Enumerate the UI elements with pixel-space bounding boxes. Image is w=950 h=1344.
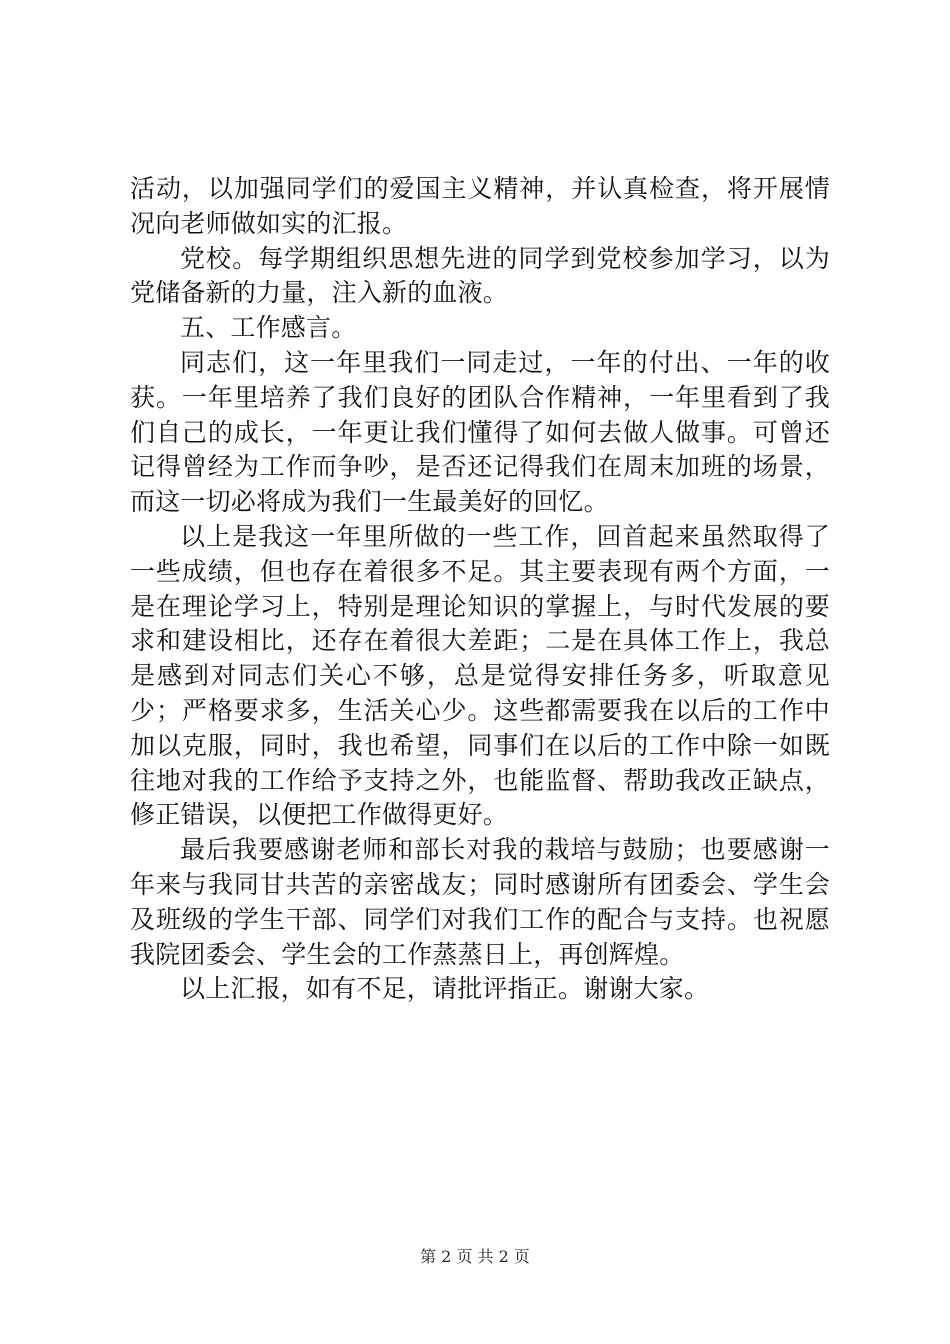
paragraph-party-school: 党校。每学期组织思想先进的同学到党校参加学习，以为党储备新的力量，注入新的血液。 bbox=[130, 243, 830, 308]
paragraph-thanks: 最后我要感谢老师和部长对我的栽培与鼓励；也要感谢一年来与我同甘共苦的亲密战友；同时感谢所有团委会、学生会及班级的学生干部、同学们对我们工作的配合与支持。也祝愿我院团委会、学生会的工作蒸蒸日上，再创辉煌。 bbox=[130, 835, 830, 969]
paragraph-comrades: 同志们，这一年里我们一同走过，一年的付出、一年的收获。一年里培养了我们良好的团队合作精神，一年里看到了我们自己的成长，一年更让我们懂得了如何去做人做事。可曾还记得曾经为工作而争吵，是否还记得我们在周末加班的场景，而这一切必将成为我们一生最美好的回忆。 bbox=[130, 347, 830, 517]
paragraph-shortcomings: 以上是我这一年里所做的一些工作，回首起来虽然取得了一些成绩，但也存在着很多不足。其主要表现有两个方面，一是在理论学习上，特别是理论知识的掌握上，与时代发展的要求和建设相比，还存在着很大差距；二是在具体工作上，我总是感到对同志们关心不够，总是觉得安排任务多，听取意见少；严格要求多，生活关心少。这些都需要我在以后的工作中加以克服，同时，我也希望，同事们在以后的工作中除一如既往地对我的工作给予支持之外，也能监督、帮助我改正缺点，修正错误，以便把工作做得更好。 bbox=[130, 521, 830, 830]
page-number-footer: 第 2 页 共 2 页 bbox=[420, 1247, 530, 1266]
section-heading-work-reflections: 五、工作感言。 bbox=[180, 313, 357, 343]
paragraph-closing: 以上汇报，如有不足，请批评指正。谢谢大家。 bbox=[180, 974, 710, 1004]
document-body bbox=[130, 172, 830, 1007]
paragraph-continuation: 活动，以加强同学们的爱国主义精神，并认真检查，将开展情况向老师做如实的汇报。 bbox=[130, 174, 830, 238]
